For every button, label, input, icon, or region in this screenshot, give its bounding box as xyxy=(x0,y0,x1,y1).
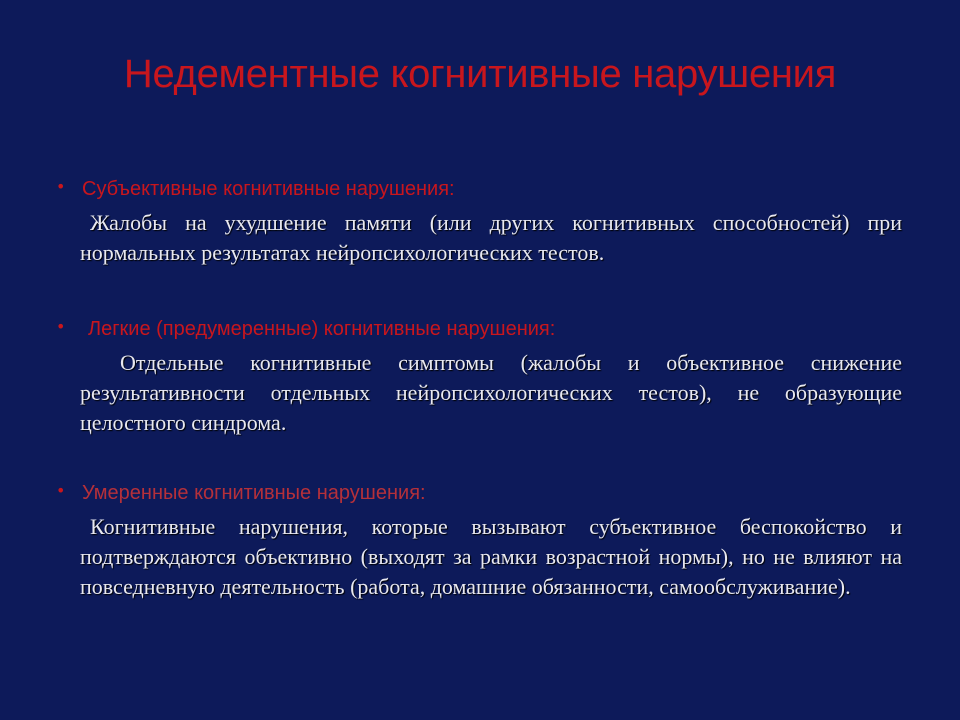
bullet-dot-icon: • xyxy=(56,481,66,500)
bullet-heading xyxy=(56,480,902,506)
slide-title: Недементные когнитивные нарушения xyxy=(123,52,837,96)
bullet-item-subjective xyxy=(56,176,902,268)
bullet-body-text: Жалобы на ухудшение памяти (или других когнитивных способностей) при нормальных результатах нейропсихологических тестов. xyxy=(80,210,902,265)
bullet-heading-text: Субъективные когнитивные нарушения: xyxy=(82,178,455,200)
bullet-dot-icon: • xyxy=(56,317,66,336)
bullet-heading xyxy=(56,176,902,202)
bullet-body-text: Отдельные когнитивные симптомы (жалобы и объективное снижение результативности отдельных нейропсихологических тестов), не образующие целостного синдрома. xyxy=(80,350,902,435)
bullet-body-text: Когнитивные нарушения, которые вызывают субъективное беспокойство и подтверждаются объективно (выходят за рамки возрастной нормы), но не влияют на повседневную деятельность (работа, домашние обязанности, самообслуживание). xyxy=(80,514,902,599)
bullet-item-moderate xyxy=(56,480,902,602)
bullet-heading-text: Легкие (предумеренные) когнитивные нарушения: xyxy=(88,318,556,340)
bullet-heading xyxy=(56,316,902,342)
bullet-heading-text: Умеренные когнитивные нарушения: xyxy=(82,482,426,504)
bullet-item-mild xyxy=(56,316,902,438)
bullet-dot-icon: • xyxy=(56,177,66,196)
